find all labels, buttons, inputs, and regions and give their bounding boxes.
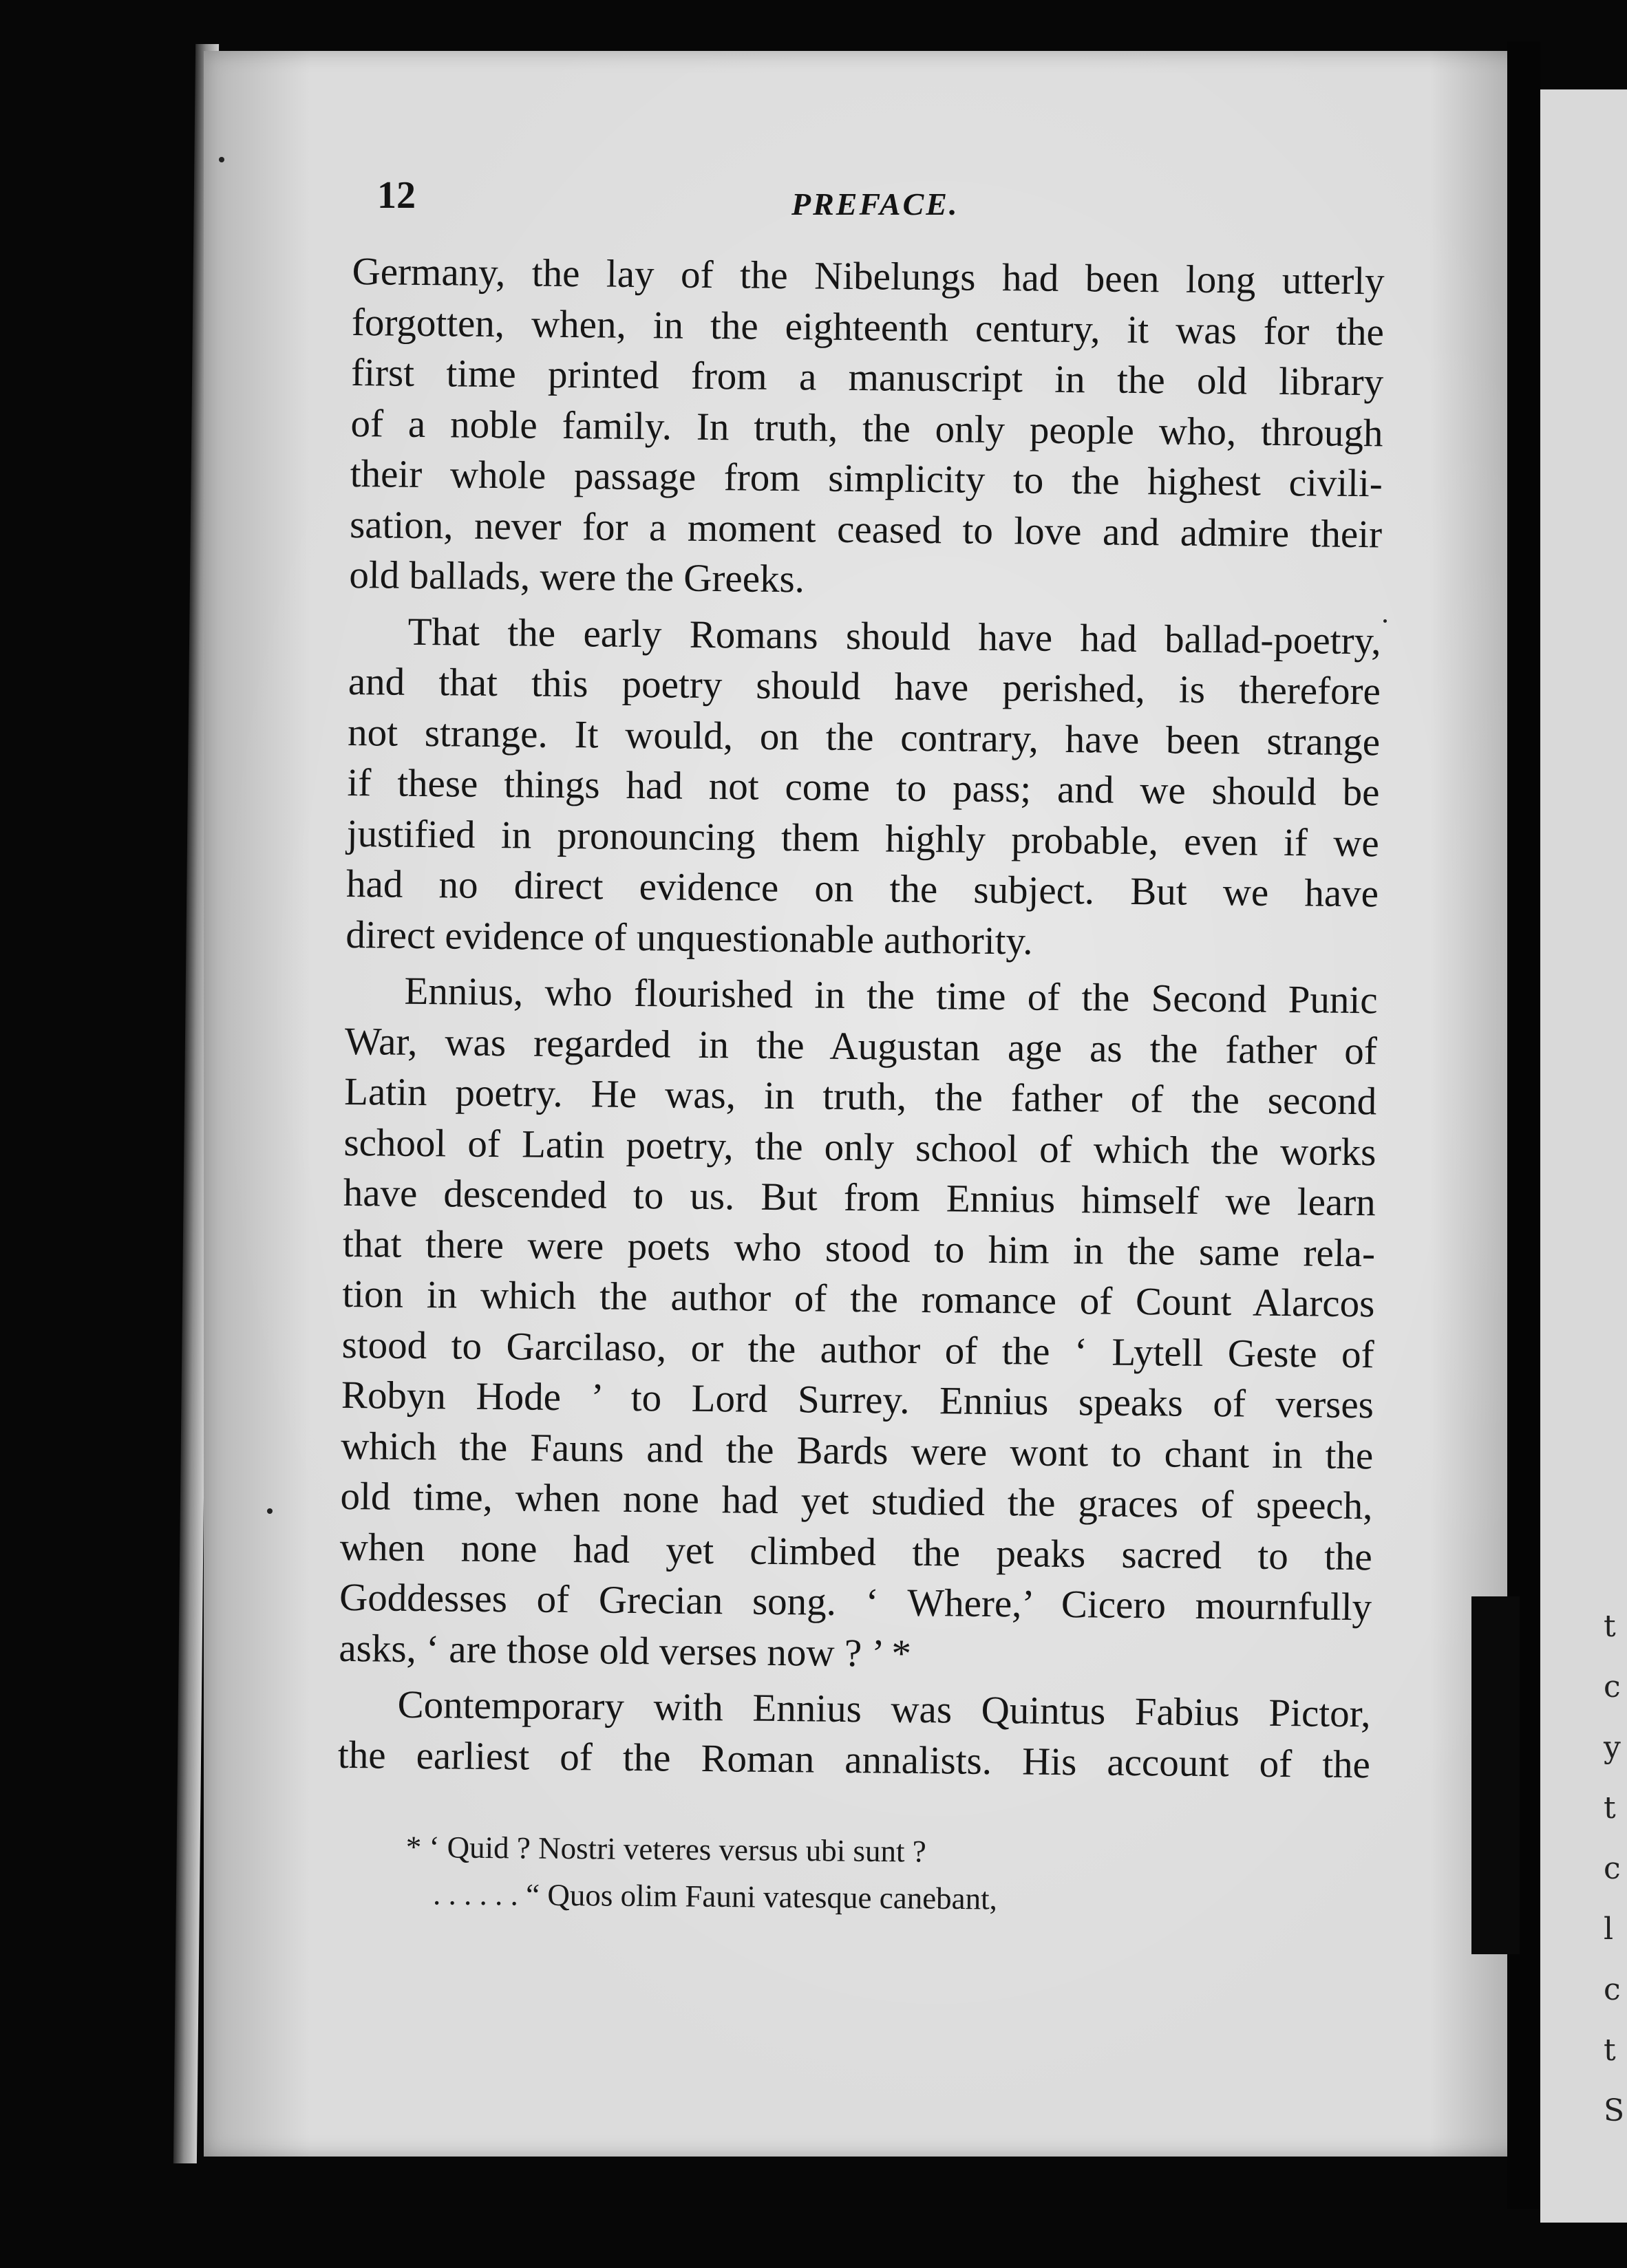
film-speck xyxy=(1383,619,1387,623)
text-line: had no direct evidence on the subject. But we have xyxy=(345,862,1379,916)
facing-page-letter: t xyxy=(1604,1790,1616,1826)
facing-page-letter: l xyxy=(1604,1912,1614,1947)
film-speck xyxy=(219,157,224,162)
paragraph xyxy=(349,246,1385,610)
facing-page-dark-tab xyxy=(1471,1596,1520,1954)
text-line: first time printed from a manuscript in the old library xyxy=(350,350,1384,405)
text-line: old ballads, were the Greeks. xyxy=(349,553,805,601)
text-line: War, was regarded in the Augustan age as the father of xyxy=(344,1019,1378,1073)
text-line: sation, never for a moment ceased to love and admire their xyxy=(349,502,1383,556)
paragraph xyxy=(338,1679,1371,1790)
footnote-line: . . . . . . “ Quos olim Fauni vatesque canebant, xyxy=(432,1876,998,1916)
running-head: PREFACE. xyxy=(791,186,959,222)
facing-page-letter: c xyxy=(1604,1972,1621,2007)
facing-page-letters xyxy=(1604,1596,1627,2141)
text-line: when none had yet climbed the peaks sacred to the xyxy=(339,1525,1373,1579)
facing-page-letter: c xyxy=(1604,1851,1621,1886)
text-line: if these things had not come to pass; and we should be xyxy=(347,760,1380,815)
text-line: the earliest of the Roman annalists. His account of the xyxy=(337,1733,1371,1786)
text-line: school of Latin poetry, the only school of which the works xyxy=(343,1120,1376,1174)
text-line: have descended to us. But from Ennius himself we learn xyxy=(343,1170,1376,1225)
text-line: asks, ‘ are those old verses now ? ’ * xyxy=(339,1626,912,1676)
text-line: Goddesses of Grecian song. ‘ Where,’ Cicero mournfully xyxy=(339,1575,1372,1629)
facing-page-letter: S xyxy=(1604,2093,1625,2128)
facing-page-letter: c xyxy=(1604,1669,1621,1704)
text-line: forgotten, when, in the eighteenth century, it was for the xyxy=(351,300,1385,354)
footnote-line: * ‘ Quid ? Nostri veteres versus ubi sunt ? xyxy=(405,1829,927,1869)
text-line: That the early Romans should have had ballad-poetry, xyxy=(407,610,1381,663)
text-line: Contemporary with Ennius was Quintus Fabius Pictor, xyxy=(397,1682,1371,1736)
paragraph xyxy=(339,965,1378,1683)
text-line: of a noble family. In truth, the only people who, through xyxy=(350,401,1383,455)
text-line: direct evidence of unquestionable authority. xyxy=(345,912,1033,963)
text-line: justified in pronouncing them highly probable, even if we xyxy=(346,811,1380,865)
body-text xyxy=(338,246,1385,1790)
page-number: 12 xyxy=(377,174,416,217)
text-line: not strange. It would, on the contrary, have been strange xyxy=(347,710,1381,764)
text-line: Robyn Hode ’ to Lord Surrey. Ennius speaks of verses xyxy=(341,1373,1374,1427)
footnote xyxy=(405,1823,1273,1925)
text-line: stood to Garcilaso, or the author of the ‘ Lytell Geste of xyxy=(341,1323,1374,1376)
text-line: Germany, the lay of the Nibelungs had been long utterly xyxy=(352,249,1385,303)
facing-page-letter: y xyxy=(1604,1730,1621,1765)
text-line: and that this poetry should have perished, is therefore xyxy=(348,659,1381,714)
text-line: tion in which the author of the romance of Count Alarcos xyxy=(342,1272,1375,1326)
facing-page-letter: t xyxy=(1604,1609,1616,1644)
facing-page-letter: t xyxy=(1604,2033,1616,2068)
text-line: that there were poets who stood to him in the same rela- xyxy=(342,1221,1376,1275)
text-line: which the Fauns and the Bards were wont to chant in the xyxy=(340,1424,1374,1477)
text-line: their whole passage from simplicity to the highest civili- xyxy=(350,451,1383,506)
text-line: Ennius, who flourished in the time of the Second Punic xyxy=(404,969,1378,1023)
text-line: old time, when none had yet studied the graces of speech, xyxy=(340,1474,1373,1528)
film-speck xyxy=(267,1508,273,1514)
text-line: Latin poetry. He was, in truth, the father of the second xyxy=(343,1069,1377,1124)
paragraph xyxy=(345,606,1381,970)
